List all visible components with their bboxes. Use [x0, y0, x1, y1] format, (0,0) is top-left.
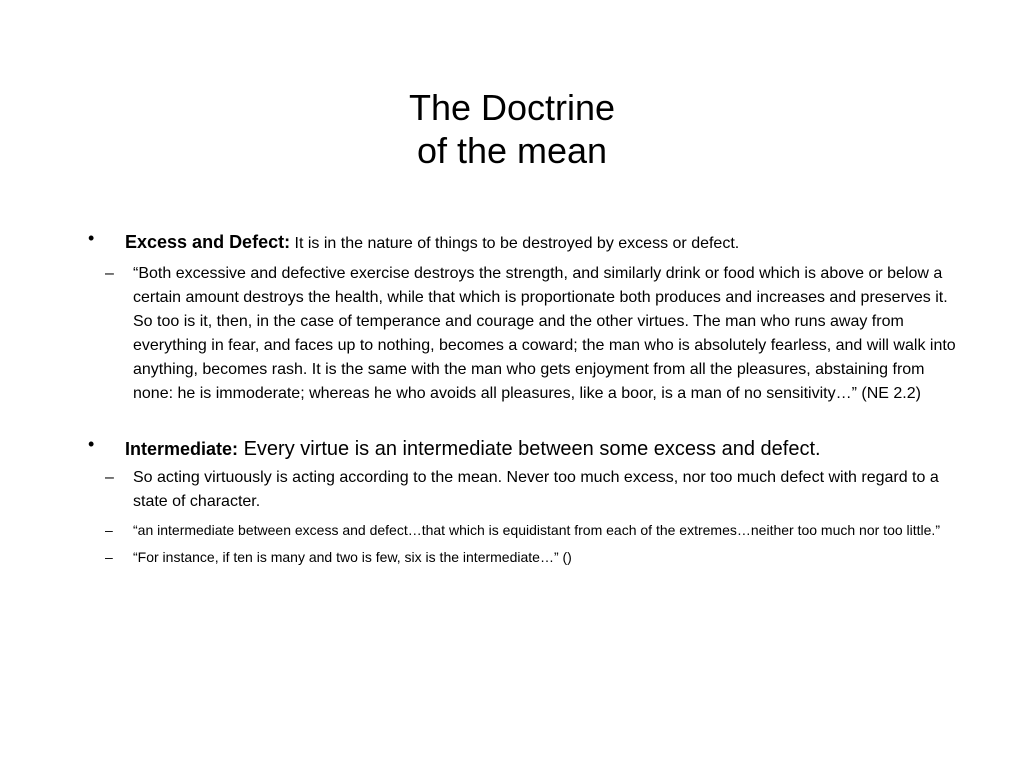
subitem-text: So acting virtuously is acting according to the mean. Never too much excess, nor too much defect with regard to a state of character.	[133, 469, 939, 510]
subitem-quote-ne-2-2	[88, 262, 968, 406]
bullet-heading	[125, 434, 968, 464]
title-line-1: The Doctrine	[408, 87, 616, 128]
subitem-marker: –	[105, 469, 114, 486]
bullet-heading	[125, 228, 968, 258]
subitem-text: “an intermediate between excess and defect…that which is equidistant from each of the extremes…neither too much nor too little.”	[133, 522, 940, 538]
subitem-ten-and-two-example	[88, 547, 968, 568]
bullet-label: Excess and Defect:	[125, 232, 291, 252]
bullet-marker: •	[88, 228, 95, 248]
subitem-marker: –	[105, 549, 113, 565]
bullet-text: Every virtue is an intermediate between some excess and defect.	[238, 438, 821, 460]
subitem-text: “For instance, if ten is many and two is few, six is the intermediate…” ()	[133, 549, 572, 565]
bullet-text: It is in the nature of things to be destroyed by excess or defect.	[290, 235, 740, 252]
bullet-marker: •	[88, 434, 95, 454]
subitem-marker: –	[105, 265, 114, 282]
bullet-excess-and-defect	[88, 228, 968, 258]
slide-title	[0, 86, 1024, 172]
bullet-label: Intermediate:	[125, 439, 239, 459]
subitem-acting-virtuously	[88, 466, 968, 514]
slide-body	[88, 228, 968, 568]
bullet-intermediate	[88, 434, 968, 464]
subitem-marker: –	[105, 522, 113, 538]
subitem-intermediate-quote	[88, 520, 968, 541]
subitem-text: “Both excessive and defective exercise destroys the strength, and similarly drink or food which is above or below a certain amount destroys the health, while that which is proportionate both produces and increases and preserves it. So too is it, then, in the case of temperance and courage and the other virtues. The man who runs away from everything in fear, and faces up to nothing, becomes a coward; the man who is absolutely fearless, and will walk into anything, becomes rash. It is the same with the man who gets enjoyment from all the pleasures, abstaining from none: he is immoderate; whereas he who avoids all pleasures, like a boor, is a man of no sensitivity…” (NE 2.2)	[133, 265, 956, 402]
title-line-2: of the mean	[416, 130, 608, 171]
